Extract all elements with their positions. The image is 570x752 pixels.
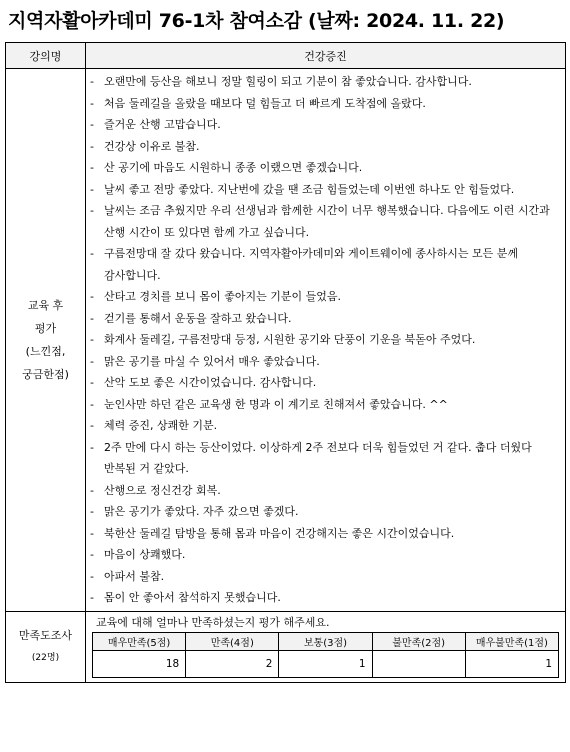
page-title: 지역자활아카데미 76-1차 참여소감 (날짜: 2024. 11. 22) bbox=[8, 10, 505, 32]
feedback-item: - 구름전망대 잘 갔다 왔습니다. 지역자활아카데미와 게이트웨이에 종사하시는 모든 분께 감사합니다. bbox=[90, 243, 559, 286]
rating-table bbox=[92, 632, 559, 678]
satisfaction-question: 교육에 대해 얼마나 만족하셨는지 평가 해주세요. bbox=[96, 615, 330, 629]
feedback-item: - 맑은 공기가 좋았다. 자주 갔으면 좋겠다. bbox=[90, 501, 559, 523]
rating-values-row bbox=[93, 650, 559, 677]
feedback-item: - 체력 증진, 상쾌한 기분. bbox=[90, 415, 559, 437]
feedback-item: - 몸이 안 좋아서 참석하지 못했습니다. bbox=[90, 587, 559, 609]
feedback-label-line: (느낀점, bbox=[25, 344, 66, 358]
feedback-label-cell bbox=[6, 69, 86, 612]
feedback-item: - 걷기를 통해서 운동을 잘하고 왔습니다. bbox=[90, 308, 559, 330]
feedback-item: - 날씨 좋고 전망 좋았다. 지난번에 갔을 땐 조금 힘들었는데 이번엔 하나도 안 힘들었다. bbox=[90, 179, 559, 201]
feedback-item: - 북한산 둘레길 탐방을 통해 몸과 마음이 건강해지는 좋은 시간이었습니다. bbox=[90, 523, 559, 545]
feedback-item: - 산악 도보 좋은 시간이었습니다. 감사합니다. bbox=[90, 372, 559, 394]
feedback-item: - 오랜만에 등산을 해보니 정말 힐링이 되고 기분이 참 좋았습니다. 감사합니다. bbox=[90, 71, 559, 93]
feedback-row bbox=[6, 69, 566, 612]
feedback-item: - 산 공기에 마음도 시원하니 종종 이랬으면 좋겠습니다. bbox=[90, 157, 559, 179]
feedback-content-cell bbox=[86, 69, 566, 612]
rating-header-row bbox=[93, 632, 559, 650]
course-topic-cell: 건강증진 bbox=[86, 43, 566, 69]
respondent-count: (22명) bbox=[31, 652, 60, 663]
rating-value-very-satisfied: 18 bbox=[93, 650, 186, 677]
feedback-item: - 아파서 불참. bbox=[90, 566, 559, 588]
rating-header-neutral: 보통(3점) bbox=[279, 632, 372, 650]
feedback-item: - 산타고 경치를 보니 몸이 좋아지는 기분이 들었음. bbox=[90, 286, 559, 308]
rating-value-neutral: 1 bbox=[279, 650, 372, 677]
rating-header-dissatisfied: 불만족(2점) bbox=[372, 632, 465, 650]
satisfaction-label: 만족도조사 bbox=[18, 628, 73, 642]
rating-header-very-dissatisfied: 매우불만족(1점) bbox=[465, 632, 558, 650]
rating-header-very-satisfied: 매우만족(5점) bbox=[93, 632, 186, 650]
feedback-item: - 눈인사만 하던 같은 교육생 한 명과 이 계기로 친해져서 좋았습니다. ^^ bbox=[90, 394, 559, 416]
feedback-item: - 마음이 상쾌했다. bbox=[90, 544, 559, 566]
feedback-list bbox=[90, 71, 559, 609]
survey-table bbox=[5, 42, 566, 683]
table-header-row bbox=[6, 43, 566, 69]
feedback-item: - 날씨는 조금 추웠지만 우리 선생님과 함께한 시간이 너무 행복했습니다. 다음에도 이런 시간과 산행 시간이 또 있다면 함께 가고 싶습니다. bbox=[90, 200, 559, 243]
feedback-item: - 맑은 공기를 마실 수 있어서 매우 좋았습니다. bbox=[90, 351, 559, 373]
course-header-cell: 강의명 bbox=[6, 43, 86, 69]
satisfaction-row bbox=[6, 611, 566, 682]
satisfaction-content-cell bbox=[86, 611, 566, 682]
feedback-item: - 처음 둘레길을 올랐을 때보다 덜 힘들고 더 빠르게 도착점에 올랐다. bbox=[90, 93, 559, 115]
feedback-item: - 건강상 이유로 불참. bbox=[90, 136, 559, 158]
feedback-label-line: 평가 bbox=[34, 321, 57, 335]
feedback-label-line: 궁금한점) bbox=[22, 367, 69, 381]
rating-header-satisfied: 만족(4점) bbox=[186, 632, 279, 650]
feedback-item: - 산행으로 정신건강 회복. bbox=[90, 480, 559, 502]
rating-value-satisfied: 2 bbox=[186, 650, 279, 677]
feedback-item: - 화계사 둘레길, 구름전망대 등정, 시원한 공기와 단풍이 기운을 북돋아 주었다. bbox=[90, 329, 559, 351]
feedback-label-line: 교육 후 bbox=[27, 298, 64, 312]
rating-value-very-dissatisfied: 1 bbox=[465, 650, 558, 677]
feedback-item: - 즐거운 산행 고맙습니다. bbox=[90, 114, 559, 136]
rating-value-dissatisfied bbox=[372, 650, 465, 677]
satisfaction-label-cell bbox=[6, 611, 86, 682]
feedback-item: - 2주 만에 다시 하는 등산이었다. 이상하게 2주 전보다 더욱 힘들었던 거 같다. 춥다 더웠다 반복된 거 같았다. bbox=[90, 437, 559, 480]
